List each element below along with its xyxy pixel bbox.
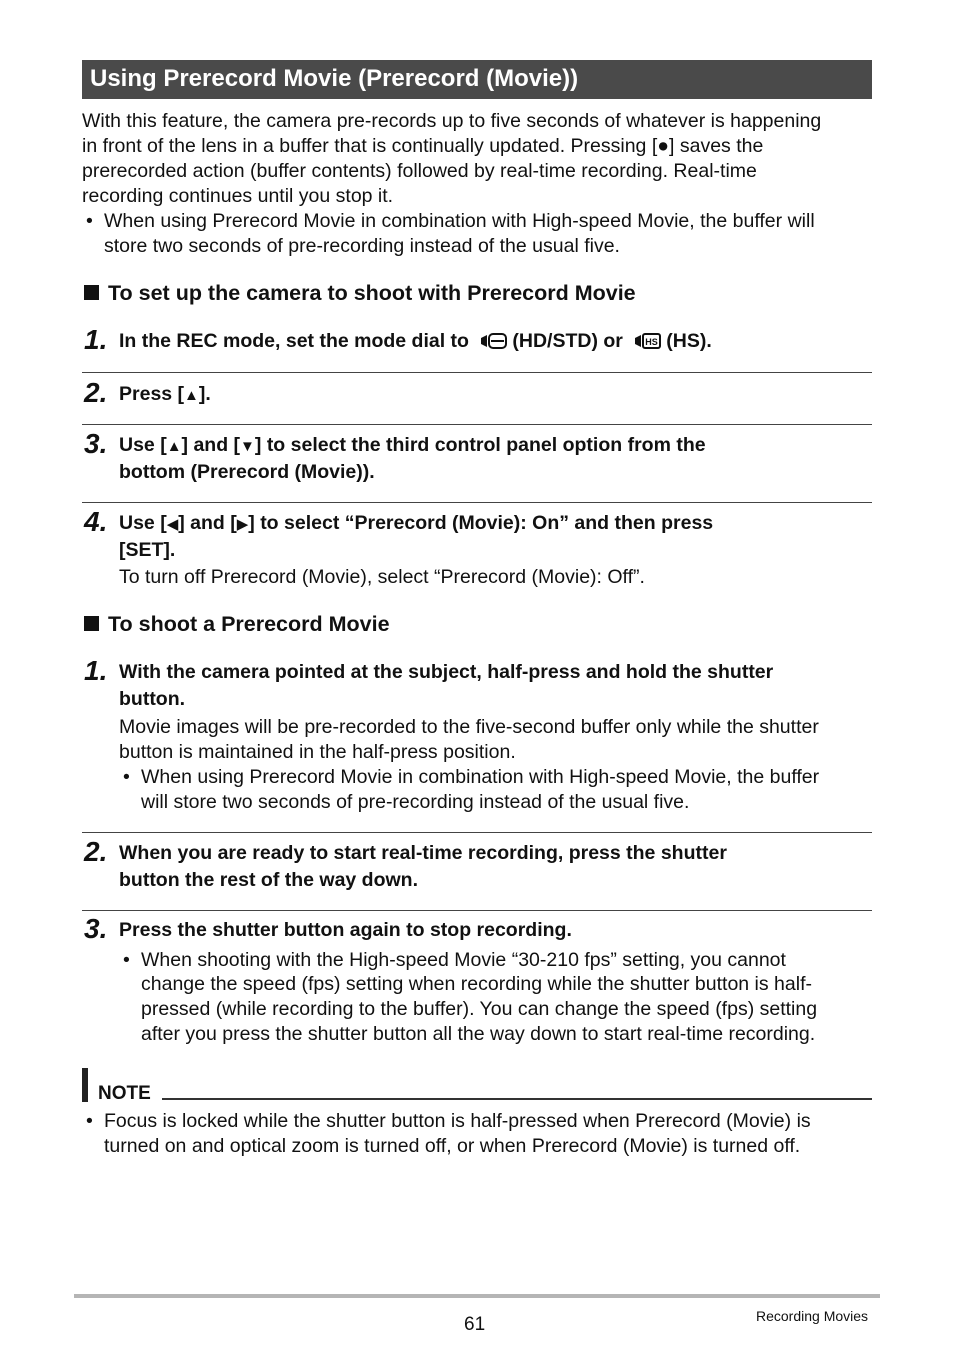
note-divider <box>162 1098 872 1100</box>
footer-rule <box>74 1294 880 1298</box>
up-arrow-icon: ▲ <box>184 387 199 404</box>
shoot-step-3-bullet-3: pressed (while recording to the buffer). You can change the speed (fps) setting <box>141 998 818 1020</box>
section-heading-shoot <box>84 611 390 637</box>
setup-step-4-line-2: [SET]. <box>119 539 176 561</box>
record-button-icon: ● <box>657 135 670 157</box>
note-label: NOTE <box>98 1083 151 1104</box>
setup-step-3-text-c: ] to select the third control panel option from the <box>254 434 706 456</box>
shoot-step-3-bullet-2: change the speed (fps) setting when recording while the shutter button is half- <box>141 973 812 995</box>
setup-step-3-text-b: ] and [ <box>181 434 241 456</box>
setup-step-4-text: Use [ <box>119 512 167 534</box>
setup-step-4-sub: To turn off Prerecord (Movie), select “Prerecord (Movie): Off”. <box>119 566 645 588</box>
bullet-icon: • <box>123 766 130 788</box>
step-number: 1. <box>84 655 108 686</box>
intro-line-4: recording continues until you stop it. <box>82 185 394 207</box>
shoot-step-1-body-2: button is maintained in the half-press position. <box>119 741 516 763</box>
setup-step-1-text-b: (HD/STD) or <box>512 330 623 352</box>
bullet-icon: • <box>86 1110 93 1132</box>
intro-line-2-text: in front of the lens in a buffer that is continually updated. Pressing [ <box>82 135 658 157</box>
intro-line-3: prerecorded action (buffer contents) followed by real-time recording. Real-time <box>82 160 757 182</box>
step-number: 4. <box>84 506 108 537</box>
footer-section-label: Recording Movies <box>756 1308 869 1324</box>
section-heading-shoot-text: To shoot a Prerecord Movie <box>108 612 390 636</box>
shoot-step-1-bullet-1: When using Prerecord Movie in combination with High-speed Movie, the buffer <box>141 766 820 788</box>
section-heading-setup <box>84 280 636 306</box>
note-line-1: Focus is locked while the shutter button is half-pressed when Prerecord (Movie) is <box>104 1110 811 1132</box>
section-heading-setup-text: To set up the camera to shoot with Prerecord Movie <box>108 281 636 305</box>
step-number: 2. <box>84 836 108 867</box>
setup-step-2 <box>119 381 211 409</box>
setup-step-1-text-c: (HS). <box>666 330 712 352</box>
intro-bullet-line-2: store two seconds of pre-recording instead of the usual five. <box>104 235 620 257</box>
step-divider <box>82 372 872 373</box>
step-number: 2. <box>84 377 108 408</box>
intro-line-2 <box>82 134 763 159</box>
step-divider <box>82 502 872 503</box>
shoot-step-1-line-1: With the camera pointed at the subject, half-press and hold the shutter <box>119 661 774 683</box>
shoot-step-1-line-2: button. <box>119 688 186 710</box>
shoot-step-1-bullet-2: will store two seconds of pre-recording instead of the usual five. <box>141 791 690 813</box>
movie-hs-icon <box>632 331 662 359</box>
page-number: 61 <box>464 1314 486 1335</box>
shoot-step-1-body-1: Movie images will be pre-recorded to the five-second buffer only while the shutter <box>119 716 819 738</box>
setup-step-1 <box>119 328 712 359</box>
step-number: 3. <box>84 428 108 459</box>
note-marker <box>82 1068 88 1102</box>
step-divider <box>82 424 872 425</box>
bullet-icon: • <box>86 210 93 232</box>
setup-step-2-tail: ]. <box>198 383 211 405</box>
setup-step-4 <box>119 510 713 538</box>
down-arrow-icon: ▼ <box>240 438 255 455</box>
note-line-2: turned on and optical zoom is turned off, or when Prerecord (Movie) is turned off. <box>104 1135 801 1157</box>
shoot-step-2-line-1: When you are ready to start real-time recording, press the shutter <box>119 842 727 864</box>
bullet-icon: • <box>123 949 130 971</box>
intro-bullet-line-1: When using Prerecord Movie in combination with High-speed Movie, the buffer will <box>104 210 815 232</box>
intro-line-2-tail: ] saves the <box>669 135 764 157</box>
left-arrow-icon: ◀ <box>166 516 179 533</box>
square-bullet-icon <box>84 285 99 300</box>
shoot-step-3-bullet-4: after you press the shutter button all the way down to start real-time recording. <box>141 1023 816 1045</box>
step-divider <box>82 832 872 833</box>
setup-step-2-text: Press [ <box>119 383 185 405</box>
setup-step-3-text: Use [ <box>119 434 167 456</box>
page-title: Using Prerecord Movie (Prerecord (Movie)) <box>90 65 579 92</box>
step-number: 3. <box>84 913 108 944</box>
setup-step-3-line-2: bottom (Prerecord (Movie)). <box>119 461 375 483</box>
svg-text:HS: HS <box>645 337 659 347</box>
setup-step-3 <box>119 432 706 460</box>
intro-line-1: With this feature, the camera pre-records up to five seconds of whatever is happening <box>82 110 822 132</box>
shoot-step-3-bullet-1: When shooting with the High-speed Movie “30-210 fps” setting, you cannot <box>141 949 786 971</box>
step-divider <box>82 910 872 911</box>
setup-step-1-text: In the REC mode, set the mode dial to <box>119 330 469 352</box>
setup-step-4-text-b: ] and [ <box>178 512 237 534</box>
square-bullet-icon <box>84 616 99 631</box>
step-number: 1. <box>84 324 108 355</box>
shoot-step-3-line-1: Press the shutter button again to stop recording. <box>119 919 572 941</box>
movie-hd-std-icon <box>478 331 508 359</box>
up-arrow-icon: ▲ <box>166 438 182 455</box>
setup-step-4-text-c: ] to select “Prerecord (Movie): On” and then press <box>248 512 714 534</box>
right-arrow-icon: ▶ <box>236 516 249 533</box>
shoot-step-2-line-2: button the rest of the way down. <box>119 869 418 891</box>
